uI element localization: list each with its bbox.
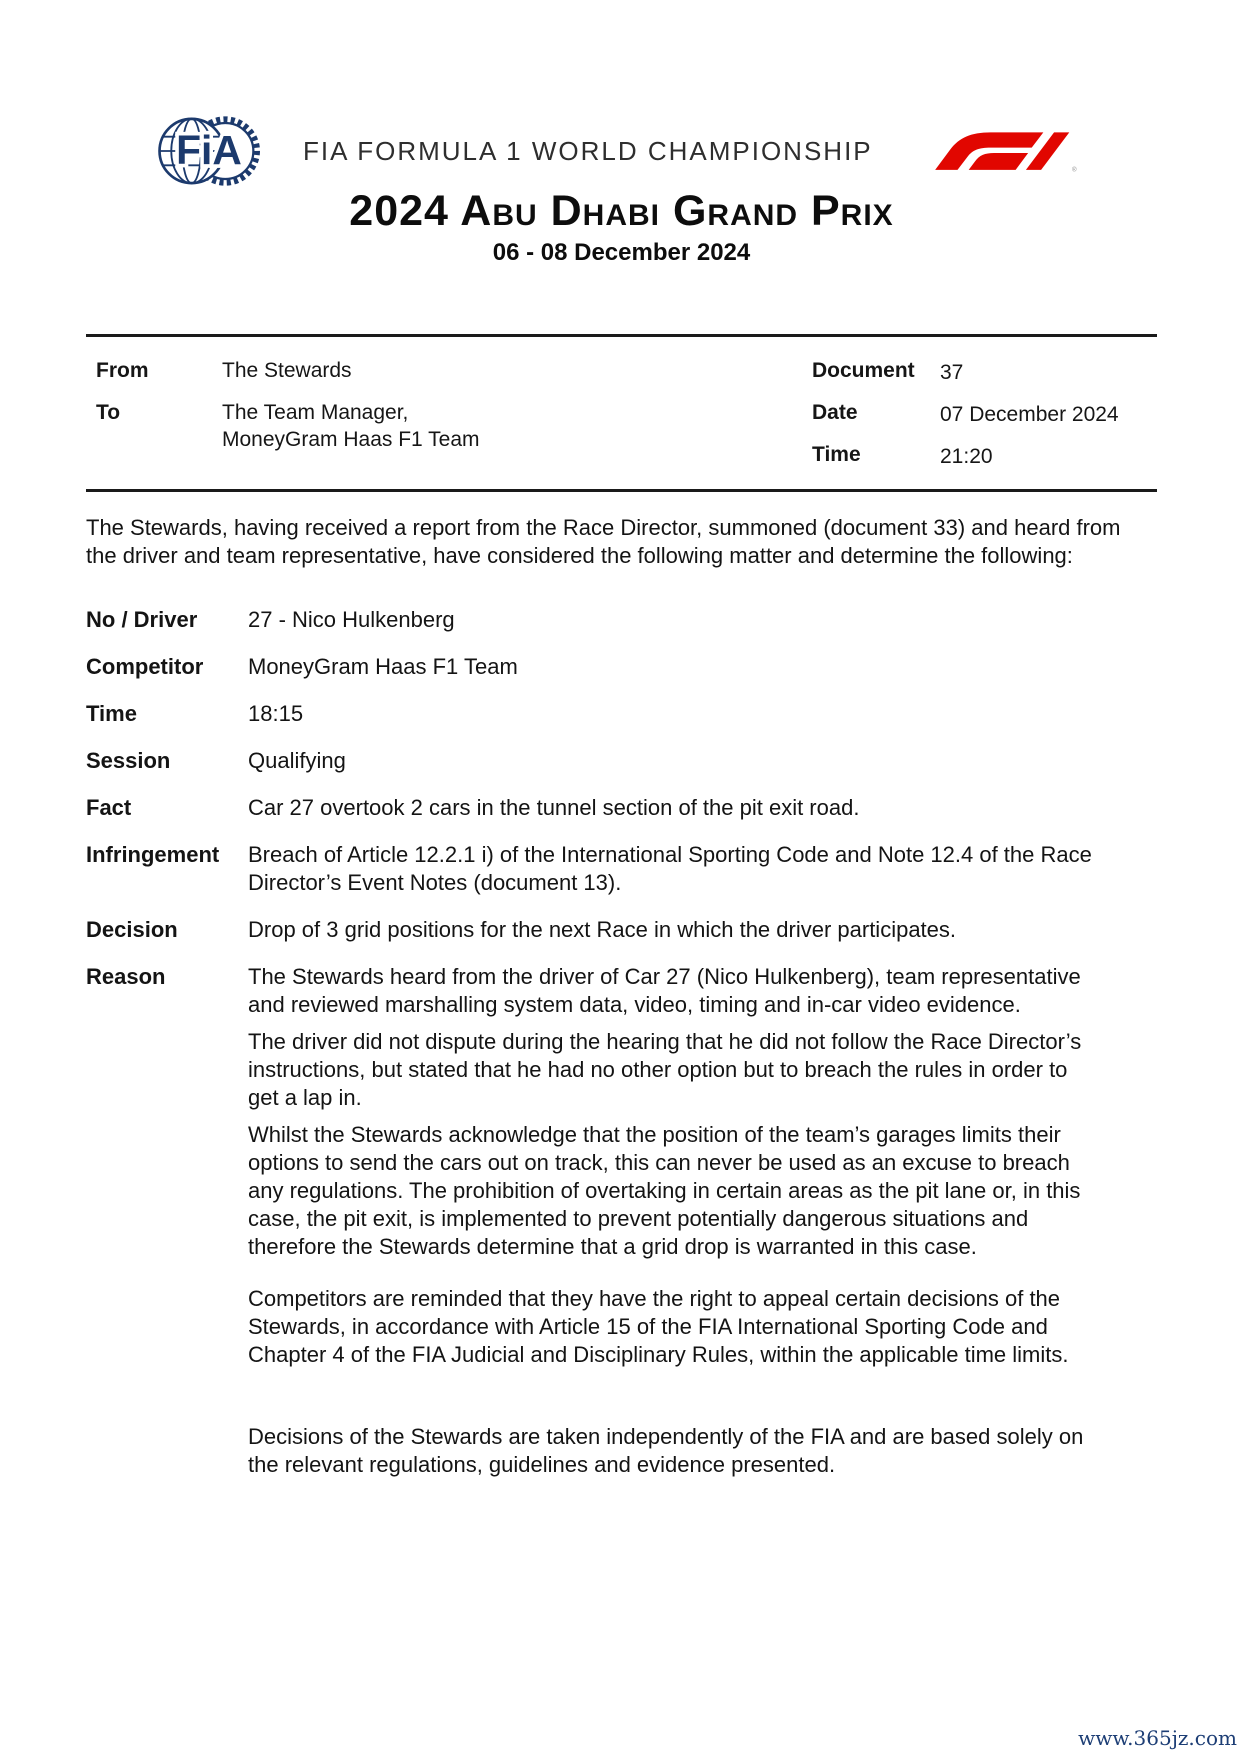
to-label: To	[96, 401, 121, 424]
title-block	[86, 188, 1157, 267]
reason-paragraph-appeal: Competitors are reminded that they have the right to appeal certain decisions of the Stewards, in accordance with Article 15 of the FIA International Sporting Code and Chapter 4 of the FIA Judicial and Disciplinary Rules, within the applicable time limits.	[248, 1286, 1069, 1367]
f1-logo	[928, 129, 1080, 176]
reason-paragraph-3: Whilst the Stewards acknowledge that the position of the team’s garages limits their options to send the cars out on track, this can never be used as an excuse to breach any regulations. The prohibition of overtaking in certain areas as the pit lane or, in this case, the pit exit, is implemented to prevent potentially dangerous situations and therefore the Stewards determine that a grid drop is warranted in this case.	[248, 1122, 1081, 1259]
field-value-reason	[248, 963, 1098, 1479]
field-value-fact: Car 27 overtook 2 cars in the tunnel section of the pit exit road.	[248, 795, 860, 820]
to-value-line1: The Team Manager,	[222, 401, 409, 424]
reason-paragraph-independence: Decisions of the Stewards are taken independently of the FIA and are based solely on the relevant regulations, guidelines and evidence presented.	[248, 1424, 1084, 1477]
field-label-reason: Reason	[86, 964, 166, 989]
field-label-session: Session	[86, 748, 171, 773]
reason-paragraph-2: The driver did not dispute during the hearing that he did not follow the Race Director’s instructions, but stated that he had no other option but to breach the rules in order to get a lap in.	[248, 1029, 1082, 1110]
document-value: 37	[940, 361, 964, 384]
intro-paragraph: The Stewards, having received a report from the Race Director, summoned (document 33) and heard from the driver and team representative, have considered the following matter and determine the following:	[86, 515, 1121, 568]
date-value: 07 December 2024	[940, 403, 1119, 426]
event-title: 2024 Abu Dhabi Grand Prix	[349, 187, 894, 235]
field-value-competitor: MoneyGram Haas F1 Team	[248, 654, 518, 679]
field-label-no-driver: No / Driver	[86, 607, 198, 632]
watermark-link: www.365jz.com	[1078, 1726, 1237, 1750]
fia-logo-text: FiA	[176, 127, 242, 174]
field-label-decision: Decision	[86, 917, 178, 942]
field-value-session: Qualifying	[248, 748, 346, 773]
event-dates: 06 - 08 December 2024	[492, 239, 751, 266]
field-value-infringement: Breach of Article 12.2.1 i) of the International Sporting Code and Note 12.4 of the Race Director’s Event Notes (document 13).	[248, 842, 1092, 895]
date-label: Date	[812, 401, 858, 424]
to-value	[222, 399, 480, 453]
from-label: From	[96, 359, 149, 382]
reason-paragraph-1: The Stewards heard from the driver of Car 27 (Nico Hulkenberg), team representative and reviewed marshalling system data, video, timing and in-car video evidence.	[248, 964, 1081, 1017]
f1-logo-icon	[928, 129, 1080, 176]
f1-registered-mark: ®	[1071, 166, 1077, 174]
from-value: The Stewards	[222, 359, 352, 382]
to-value-line2: MoneyGram Haas F1 Team	[222, 428, 480, 451]
field-label-time: Time	[86, 701, 137, 726]
field-label-fact: Fact	[86, 795, 132, 820]
time-value: 21:20	[940, 445, 993, 468]
field-label-competitor: Competitor	[86, 654, 204, 679]
document-label: Document	[812, 359, 915, 382]
decision-fields	[86, 606, 1131, 1479]
fia-logo	[158, 114, 260, 188]
field-label-infringement: Infringement	[86, 842, 220, 867]
time-label: Time	[812, 443, 861, 466]
field-value-no-driver: 27 - Nico Hulkenberg	[248, 607, 455, 632]
document-meta-table	[86, 334, 1157, 492]
championship-header-text: FIA FORMULA 1 WORLD CHAMPIONSHIP	[303, 136, 873, 166]
field-value-decision: Drop of 3 grid positions for the next Race in which the driver participates.	[248, 917, 957, 942]
fia-logo-icon	[158, 114, 260, 188]
field-value-time: 18:15	[248, 701, 304, 726]
document-body	[86, 514, 1131, 1479]
